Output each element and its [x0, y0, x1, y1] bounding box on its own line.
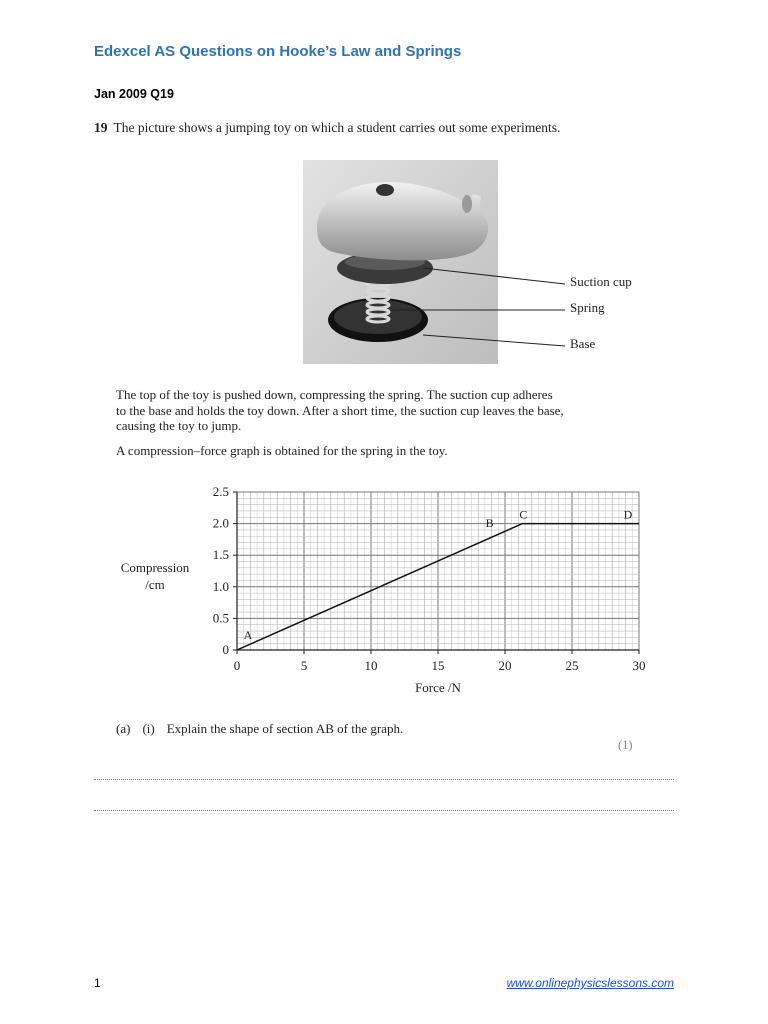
part-a-text: Explain the shape of section AB of the graph. — [166, 721, 404, 736]
jumping-toy-illustration — [303, 160, 498, 364]
x-tick-label: 20 — [498, 658, 512, 673]
y-tick-label: 2.5 — [212, 484, 229, 499]
question-number: 19 — [94, 120, 108, 135]
point-label-B: B — [485, 516, 494, 531]
question-intro-text: The picture shows a jumping toy on which a student carries out some experiments. — [113, 120, 561, 135]
point-label-A: A — [243, 627, 253, 642]
toy-photo — [303, 160, 498, 364]
part-label: (a) — [116, 721, 131, 736]
document-title: Edexcel AS Questions on Hooke’s Law and Springs — [94, 43, 462, 60]
paragraph-line: to the base and holds the toy down. After a short time, the suction cup leaves the base, — [116, 402, 564, 418]
point-label-C: C — [519, 507, 528, 522]
paragraph-line: causing the toy to jump. — [116, 418, 242, 433]
label-base: Base — [570, 336, 596, 351]
label-suction-cup: Suction cup — [570, 274, 632, 289]
y-tick-label: 0 — [222, 642, 229, 657]
part-a-question — [116, 721, 415, 737]
website-link[interactable]: www.onlinephysicslessons.com — [506, 976, 674, 990]
y-tick-label: 1.0 — [212, 578, 229, 594]
y-axis-label-line: Compression — [120, 560, 190, 575]
question-reference: Jan 2009 Q19 — [94, 87, 174, 101]
y-tick-label: 1.5 — [212, 547, 229, 563]
x-tick-label: 15 — [431, 658, 445, 673]
x-tick-label: 5 — [300, 658, 308, 673]
x-axis-title: Force /N — [415, 680, 461, 695]
x-tick-label: 0 — [233, 658, 241, 673]
description-paragraph — [116, 387, 564, 434]
y-tick-label: 0.5 — [212, 610, 229, 626]
answer-line — [94, 779, 674, 780]
y-axis-label — [110, 559, 200, 593]
x-tick-label: 30 — [632, 658, 646, 673]
point-label-D: D — [623, 507, 633, 522]
paragraph-line: The top of the toy is pushed down, compressing the spring. The suction cup adheres — [116, 387, 553, 402]
compression-force-chart — [195, 480, 655, 700]
page-number: 1 — [94, 976, 101, 990]
question-intro — [94, 120, 560, 136]
graph-intro: A compression–force graph is obtained for the spring in the toy. — [116, 443, 448, 458]
x-tick-label: 10 — [364, 658, 378, 673]
y-tick-label: 2.0 — [212, 515, 229, 531]
marks-allocation: (1) — [618, 738, 633, 752]
answer-line — [94, 810, 674, 811]
spring-coil — [367, 281, 389, 322]
subpart-label: (i) — [142, 721, 155, 736]
y-axis-label-line: /cm — [145, 577, 165, 592]
label-spring: Spring — [570, 300, 605, 315]
x-tick-label: 25 — [565, 658, 579, 673]
